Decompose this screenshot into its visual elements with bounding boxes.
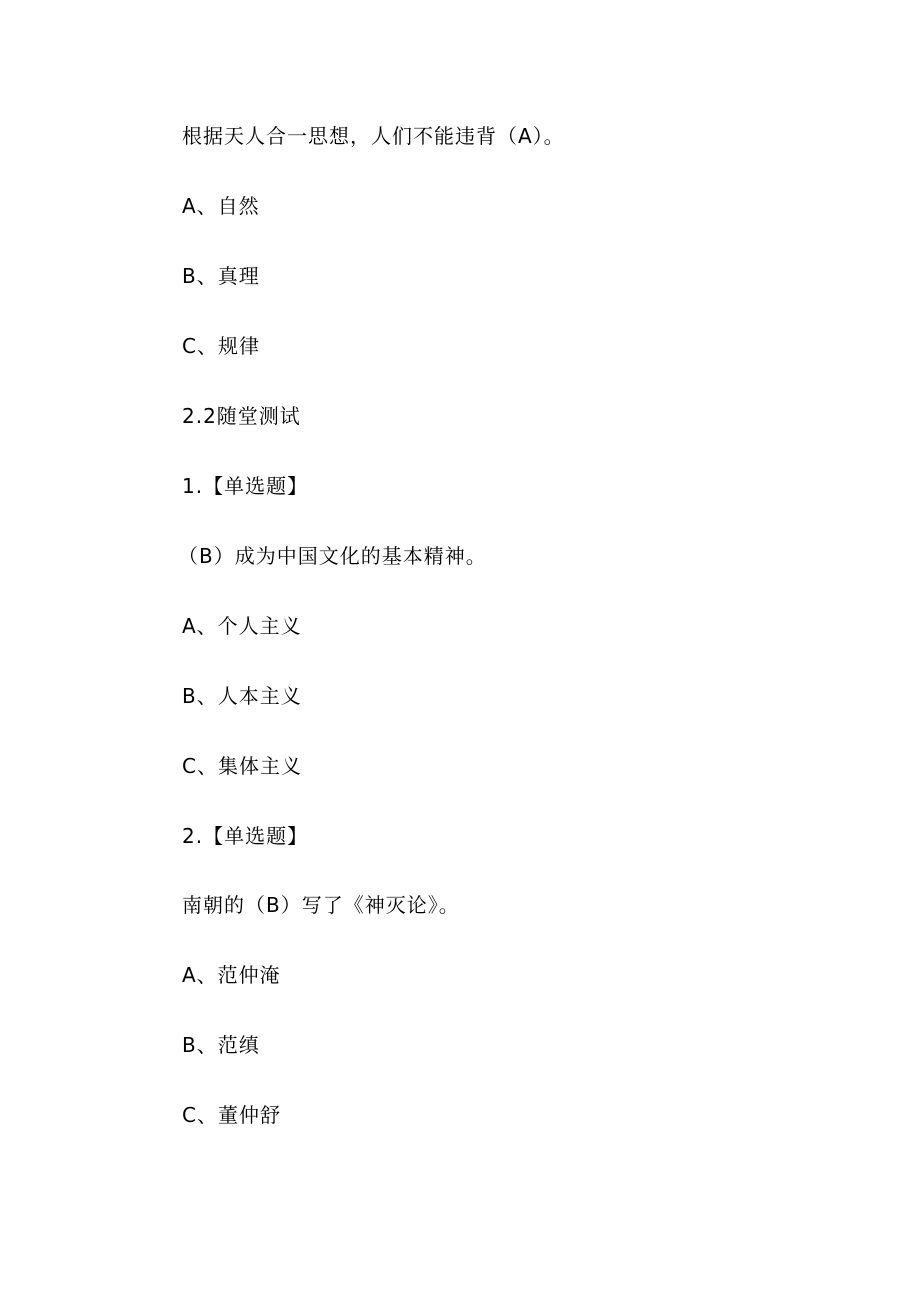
option-a: A、个人主义 bbox=[182, 614, 302, 638]
option-a: A、范仲淹 bbox=[182, 963, 281, 987]
option-b: B、人本主义 bbox=[182, 684, 302, 708]
question-text: 根据天人合一思想，人们不能违背（A）。 bbox=[182, 124, 565, 148]
question-text: 南朝的（B）写了《神灭论》。 bbox=[182, 893, 460, 917]
option-a: A、自然 bbox=[182, 194, 260, 218]
section-heading: 2.2随堂测试 bbox=[182, 404, 301, 428]
option-b: B、真理 bbox=[182, 264, 260, 288]
question-text: （B）成为中国文化的基本精神。 bbox=[178, 544, 487, 568]
option-b: B、范缜 bbox=[182, 1033, 260, 1057]
option-c: C、规律 bbox=[182, 334, 260, 358]
question-number: 1.【单选题】 bbox=[182, 474, 309, 498]
option-c: C、董仲舒 bbox=[182, 1103, 281, 1127]
question-number: 2.【单选题】 bbox=[182, 824, 309, 848]
option-c: C、集体主义 bbox=[182, 754, 302, 778]
